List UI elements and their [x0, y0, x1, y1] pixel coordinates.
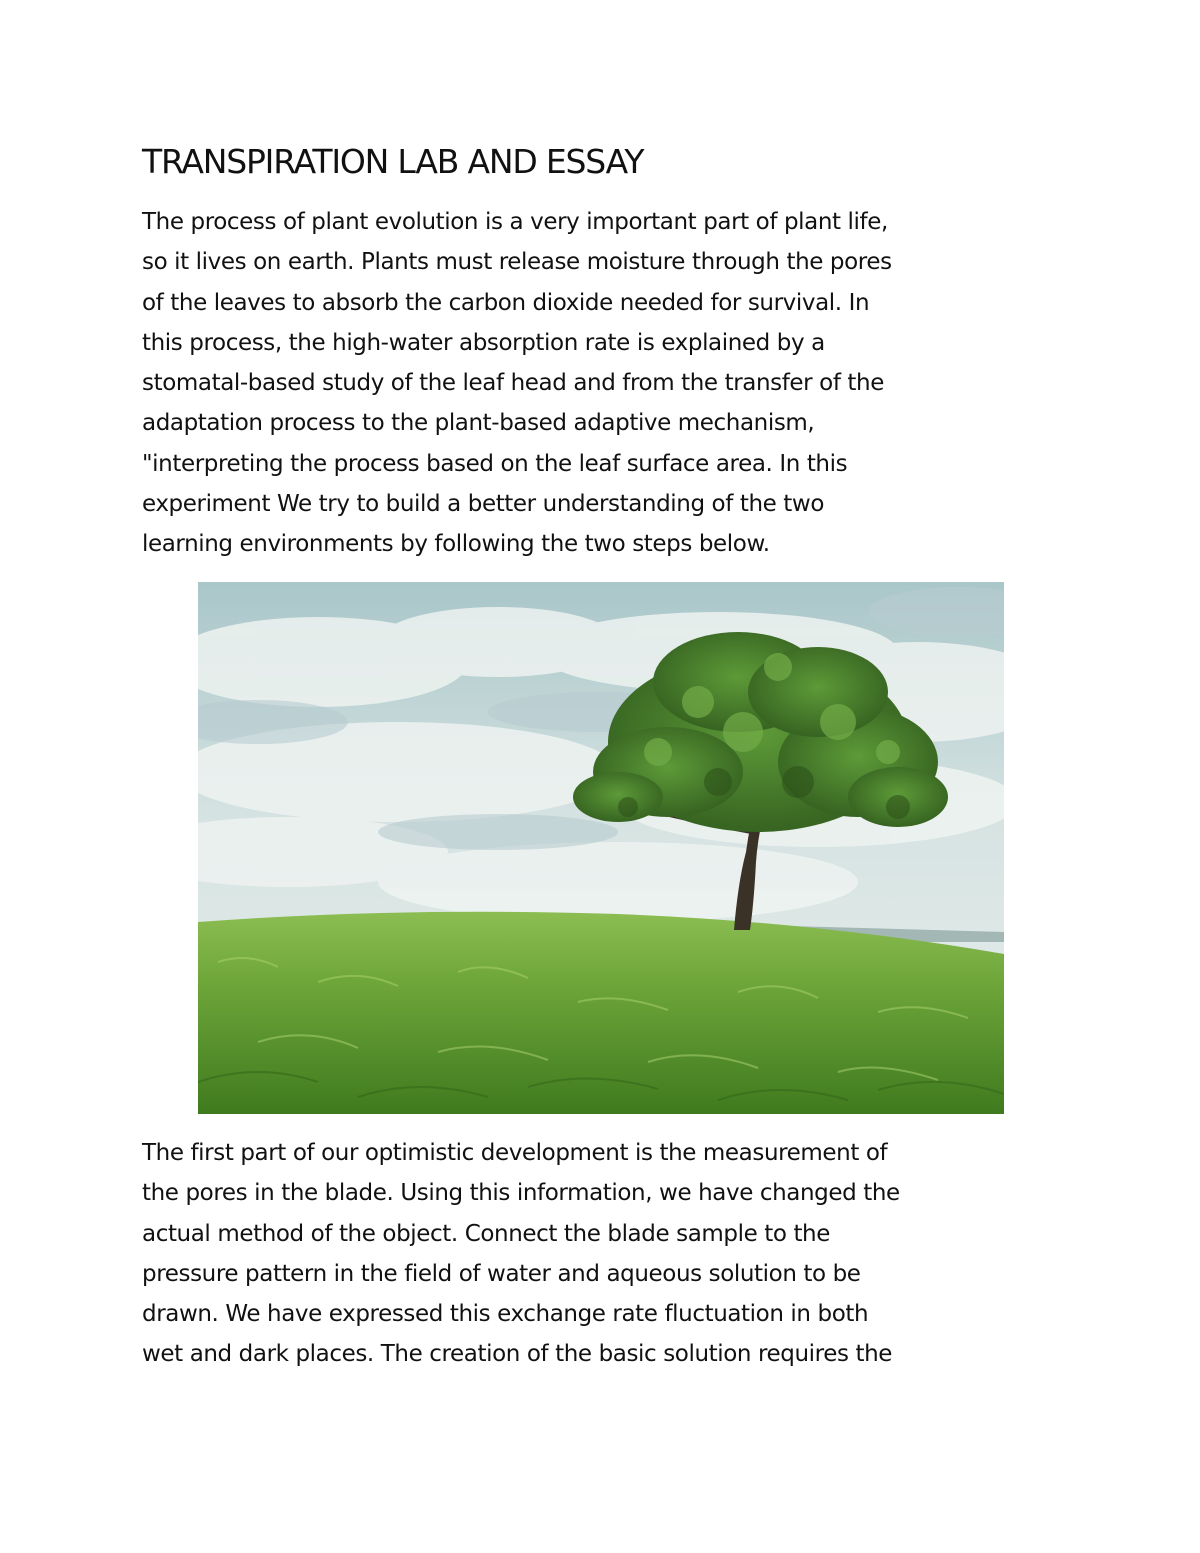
document-title: TRANSPIRATION LAB AND ESSAY: [142, 142, 644, 181]
paragraph-line: adaptation process to the plant-based adaptive mechanism,: [142, 410, 815, 437]
paragraph-line: this process, the high-water absorption rate is explained by a: [142, 329, 825, 356]
paragraph-line: "interpreting the process based on the leaf surface area. In this: [142, 450, 848, 477]
paragraph-line: stomatal-based study of the leaf head and from the transfer of the: [142, 370, 884, 397]
paragraph-line: drawn. We have expressed this exchange rate fluctuation in both: [142, 1301, 869, 1328]
paragraph-line: so it lives on earth. Plants must release moisture through the pores: [142, 249, 892, 276]
paragraph-line: actual method of the object. Connect the blade sample to the: [142, 1220, 830, 1247]
paragraph-line: experiment We try to build a better understanding of the two: [142, 491, 824, 518]
paragraph-line: wet and dark places. The creation of the basic solution requires the: [142, 1341, 892, 1368]
tree-in-field-photo: [198, 582, 1004, 1114]
paragraph-line: of the leaves to absorb the carbon dioxide needed for survival. In: [142, 289, 870, 316]
intro-paragraph: [142, 202, 892, 565]
method-paragraph: [142, 1133, 900, 1375]
paragraph-line: learning environments by following the two steps below.: [142, 531, 770, 558]
paragraph-line: the pores in the blade. Using this information, we have changed the: [142, 1180, 900, 1207]
paragraph-line: The process of plant evolution is a very important part of plant life,: [142, 209, 888, 235]
paragraph-line: The first part of our optimistic development is the measurement of: [142, 1140, 888, 1166]
paragraph-line: pressure pattern in the field of water and aqueous solution to be: [142, 1260, 861, 1287]
